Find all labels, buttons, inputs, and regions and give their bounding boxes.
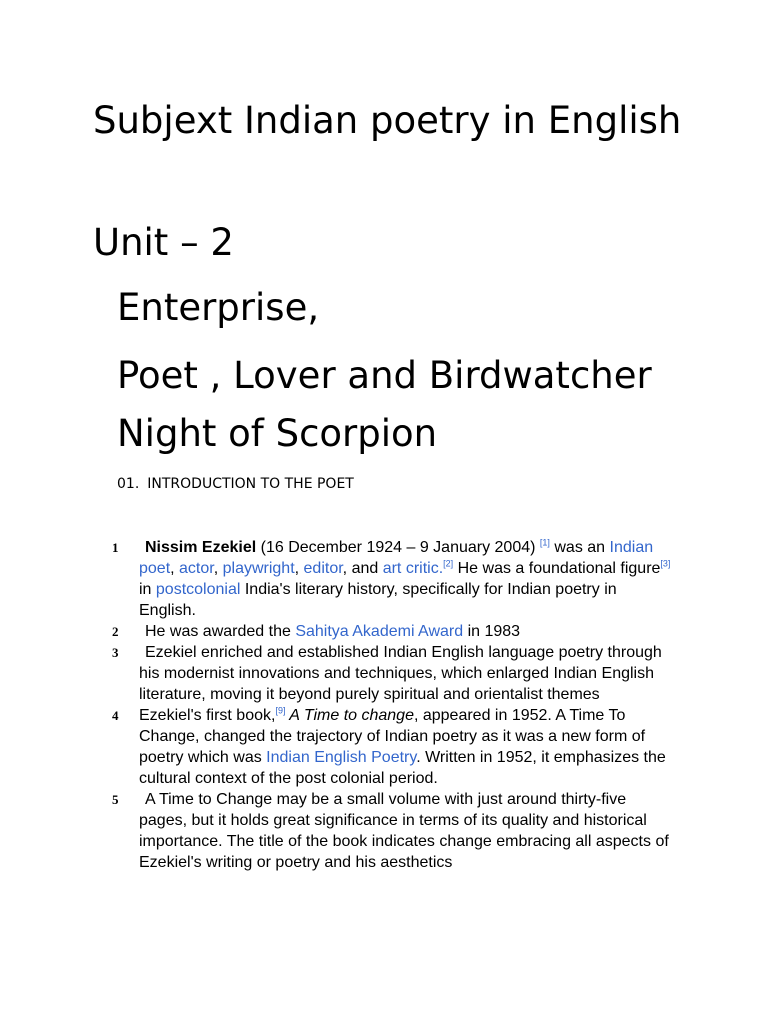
section-heading-text: INTRODUCTION TO THE POET (147, 476, 354, 492)
text-run: , (213, 560, 223, 577)
text-run: . (438, 560, 444, 577)
text-run: Ezekiel's first book, (139, 707, 276, 724)
link-editor[interactable]: editor (303, 560, 343, 577)
link-sahitya-akademi-award[interactable]: Sahitya Akademi Award (295, 623, 464, 640)
text-run: in 1983 (463, 623, 521, 640)
list-item (112, 705, 672, 789)
document-title: Subjext Indian poetry in English (93, 99, 682, 142)
list-marker: 5 (112, 792, 119, 807)
poet-dates: (16 December 1924 – 9 January 2004) (256, 539, 540, 556)
text-run: , (170, 560, 180, 577)
text-run: in (139, 581, 156, 598)
poem-title-enterprise: Enterprise, (117, 286, 320, 329)
section-heading (117, 474, 354, 494)
poet-name: Nissim Ezekiel (145, 539, 257, 556)
text-run: , and (342, 560, 383, 577)
link-playwright[interactable]: playwright (222, 560, 295, 577)
item-text: A Time to Change may be a small volume with just around thirty-five pages, but it holds great significance in terms of its quality and historical importance. The title of the book indicates change embracing all aspects of Ezekiel's writing or poetry and his aesthetics (139, 791, 669, 871)
citation-link[interactable]: [9] (275, 705, 286, 716)
list-item (112, 642, 672, 705)
citation-link[interactable]: [3] (660, 558, 671, 569)
text-run: . Written in 1952, it emphasizes the cultural context of the post colonial period. (139, 749, 666, 787)
link-indian-english-poetry[interactable]: Indian English Poetry (266, 749, 417, 766)
list-marker: 3 (112, 645, 119, 660)
list-item (112, 537, 672, 621)
link-indian-poet[interactable]: Indian poet (139, 539, 654, 577)
text-run: He was a foundational figure (453, 560, 661, 577)
link-art-critic[interactable]: art critic (382, 560, 439, 577)
poem-title-poet-lover-birdwatcher: Poet , Lover and Birdwatcher (117, 354, 652, 397)
text-run: was an (549, 539, 610, 556)
list-item (112, 789, 672, 873)
poet-facts-list (112, 537, 672, 873)
text-run: , appeared in 1952. A Time To Change, changed the trajectory of Indian poetry as it was a new form of poetry which was (139, 707, 646, 766)
citation-link[interactable]: [1] (539, 537, 550, 548)
poem-title-night-of-scorpion: Night of Scorpion (117, 412, 438, 455)
link-postcolonial[interactable]: postcolonial (155, 581, 241, 598)
list-marker: 1 (112, 540, 119, 555)
list-marker: 4 (112, 708, 119, 723)
text-run: India's literary history, specifically for Indian poetry in English. (139, 581, 617, 619)
book-title: A Time to change (285, 707, 414, 724)
item-text: Ezekiel enriched and established Indian English language poetry through his modernist innovations and techniques, which enlarged Indian English literature, moving it beyond purely spiritual and orientalist themes (139, 644, 662, 703)
section-number: 01. (117, 476, 140, 492)
text-run: He was awarded the (145, 623, 296, 640)
list-marker: 2 (112, 624, 119, 639)
text-run: , (294, 560, 304, 577)
unit-heading: Unit – 2 (93, 221, 234, 264)
list-item (112, 621, 672, 642)
citation-link[interactable]: [2] (443, 558, 454, 569)
link-actor[interactable]: actor (179, 560, 214, 577)
